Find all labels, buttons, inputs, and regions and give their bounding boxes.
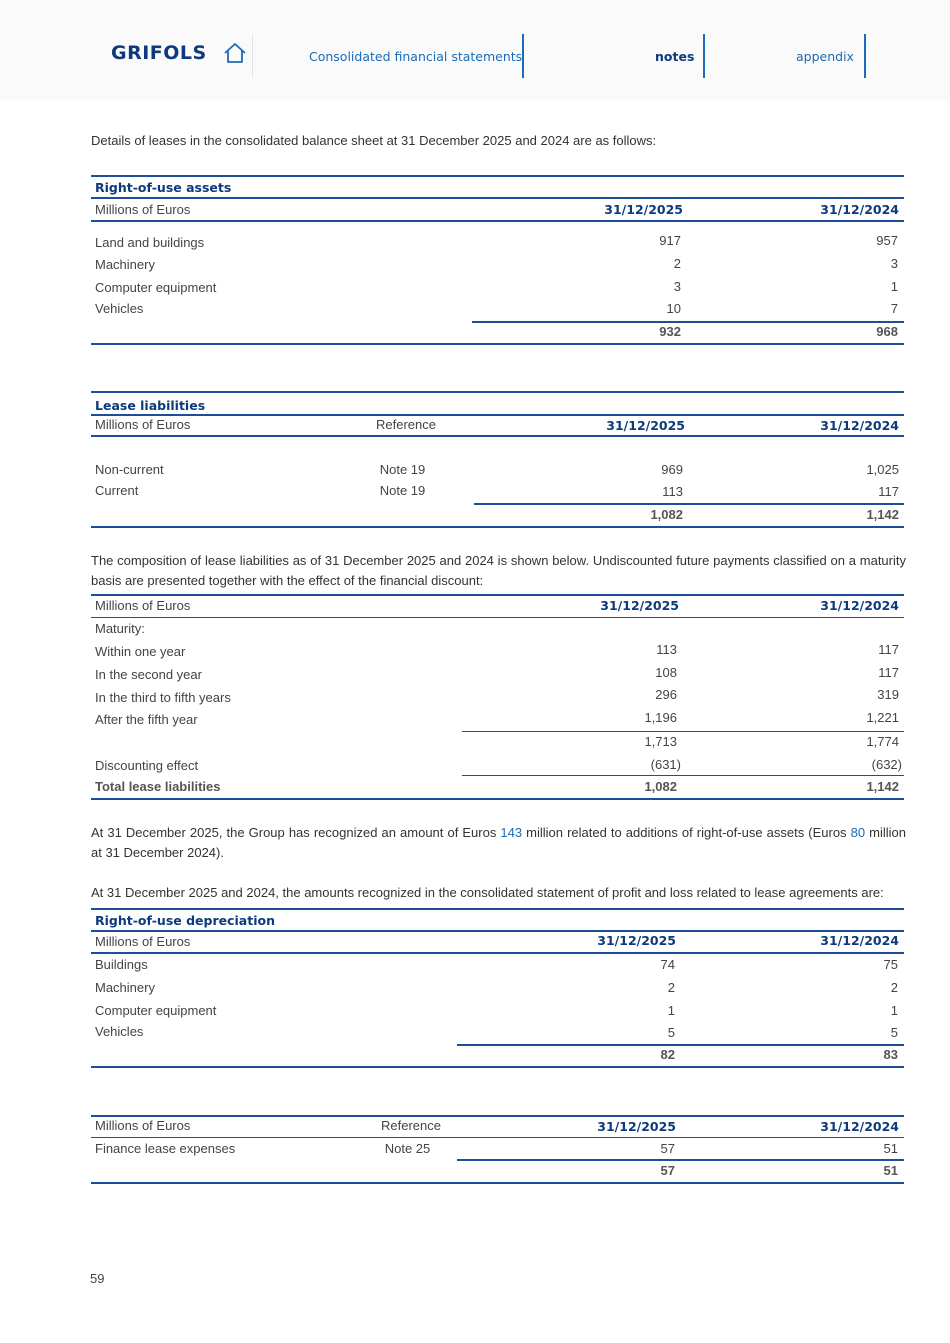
table-rule xyxy=(91,343,904,345)
value-2024: 5 xyxy=(890,1025,898,1040)
nav-divider xyxy=(252,34,253,78)
row-label: Computer equipment xyxy=(95,280,217,295)
column-header-2025: 31/12/2025 xyxy=(597,933,676,948)
additions-text-part: At 31 December 2025, the Group has recognized an amount of Euros xyxy=(91,825,501,840)
row-label: In the second year xyxy=(95,667,202,682)
table-rule xyxy=(91,617,904,618)
value-2024: 1,025 xyxy=(866,462,899,477)
row-label: In the third to fifth years xyxy=(95,690,231,705)
discounting-label: Discounting effect xyxy=(95,758,199,773)
value-2025: 969 xyxy=(661,462,683,477)
value-2024: 117 xyxy=(878,665,899,680)
value-2025: 113 xyxy=(662,484,683,499)
value-2025: 2 xyxy=(667,980,675,995)
table-rule xyxy=(91,435,904,437)
value-2025: 3 xyxy=(673,279,681,294)
total-2024: 968 xyxy=(876,324,898,339)
additions-amount-2025: 143 xyxy=(500,825,523,840)
subtotal-2025: 1,713 xyxy=(644,734,677,749)
row-label: Non-current xyxy=(95,462,164,477)
grifols-logo[interactable]: GRIFOLS xyxy=(111,42,207,64)
value-2025: 917 xyxy=(659,233,681,248)
table-rule xyxy=(91,1182,904,1184)
total-2025: 932 xyxy=(659,324,681,339)
column-header-2025: 31/12/2025 xyxy=(600,598,679,613)
nav-divider xyxy=(864,34,866,78)
value-2024: 75 xyxy=(883,957,898,972)
column-header-2024: 31/12/2024 xyxy=(820,202,899,217)
subtotal-rule xyxy=(472,321,904,323)
row-reference: Note 19 xyxy=(379,462,426,477)
total-2025: 82 xyxy=(660,1047,675,1062)
subtotal-rule xyxy=(457,1044,904,1046)
additions-amount-2024: 80 xyxy=(850,825,866,840)
value-2025: 1,196 xyxy=(644,710,677,725)
total-2024: 1,142 xyxy=(866,507,899,522)
intro-text: Details of leases in the consolidated balance sheet at 31 December 2025 and 2024 are as follows: xyxy=(91,133,657,148)
discount-2024: (632) xyxy=(871,757,902,772)
value-2024: 1,221 xyxy=(866,710,899,725)
home-icon[interactable] xyxy=(222,41,248,65)
row-label: Computer equipment xyxy=(95,1003,217,1018)
value-2024: 117 xyxy=(878,642,899,657)
table-rule xyxy=(91,197,904,199)
table-title: Lease liabilities xyxy=(95,398,206,413)
value-2025: 74 xyxy=(660,957,675,972)
column-header-2024: 31/12/2024 xyxy=(820,1119,899,1134)
total-2025: 1,082 xyxy=(650,507,683,522)
table-rule xyxy=(91,952,904,954)
additions-text-part: million related to additions of right-of-use assets (Euros xyxy=(522,825,851,840)
unit-header: Millions of Euros xyxy=(95,202,191,217)
value-2024: 1 xyxy=(890,279,898,294)
column-header-2024: 31/12/2024 xyxy=(820,598,899,613)
value-2025: 10 xyxy=(666,301,681,316)
row-label: After the fifth year xyxy=(95,712,198,727)
column-header-2025: 31/12/2025 xyxy=(597,1119,676,1134)
table-rule xyxy=(91,414,904,416)
row-label: Vehicles xyxy=(95,301,144,316)
table-title: Right-of-use depreciation xyxy=(95,913,275,928)
page-header xyxy=(0,0,950,100)
nav-notes[interactable]: notes xyxy=(655,49,695,64)
table-rule xyxy=(91,908,904,910)
value-2024: 2 xyxy=(890,980,898,995)
value-2025: 113 xyxy=(656,642,677,657)
unit-header: Millions of Euros xyxy=(95,1118,191,1133)
table-rule xyxy=(91,526,904,528)
table-rule xyxy=(91,1137,904,1138)
value-2024: 51 xyxy=(883,1141,898,1156)
subtotal-2024: 1,774 xyxy=(866,734,899,749)
row-reference: Note 25 xyxy=(384,1141,431,1156)
value-2025: 108 xyxy=(655,665,677,680)
row-label: Machinery xyxy=(95,257,155,272)
table-rule xyxy=(91,930,904,932)
unit-header: Millions of Euros xyxy=(95,417,191,432)
row-label: Within one year xyxy=(95,644,186,659)
table-rule xyxy=(91,391,904,393)
total-label: Total lease liabilities xyxy=(95,779,221,794)
column-header-2024: 31/12/2024 xyxy=(820,933,899,948)
column-header-2025: 31/12/2025 xyxy=(606,418,685,433)
nav-divider xyxy=(522,34,524,78)
total-2024: 51 xyxy=(883,1163,898,1178)
value-2024: 319 xyxy=(877,687,899,702)
table-rule xyxy=(91,594,904,596)
pl-text: At 31 December 2025 and 2024, the amounts recognized in the consolidated statement of profit and loss related to lease agreements are: xyxy=(91,885,884,900)
subtotal-rule xyxy=(462,731,904,732)
maturity-label: Maturity: xyxy=(95,621,145,636)
table-rule xyxy=(91,1066,904,1068)
total-2025: 57 xyxy=(660,1163,675,1178)
nav-consolidated-statements[interactable]: Consolidated financial statements xyxy=(309,49,523,64)
total-2025: 1,082 xyxy=(644,779,677,794)
row-label: Land and buildings xyxy=(95,235,205,250)
row-label: Vehicles xyxy=(95,1024,144,1039)
column-header-2024: 31/12/2024 xyxy=(820,418,899,433)
total-2024: 83 xyxy=(883,1047,898,1062)
table-rule xyxy=(91,1115,904,1117)
row-label: Buildings xyxy=(95,957,148,972)
value-2024: 3 xyxy=(890,256,898,271)
table-rule xyxy=(91,175,904,177)
additions-text xyxy=(91,823,906,863)
value-2025: 5 xyxy=(667,1025,675,1040)
value-2024: 957 xyxy=(876,233,898,248)
row-label: Current xyxy=(95,483,139,498)
row-label: Finance lease expenses xyxy=(95,1141,236,1156)
unit-header: Millions of Euros xyxy=(95,598,191,613)
value-2025: 296 xyxy=(655,687,677,702)
reference-header: Reference xyxy=(376,417,436,432)
page-number: 59 xyxy=(90,1271,105,1286)
additions-text-part: million at 31 December 2024). xyxy=(91,825,906,860)
value-2025: 2 xyxy=(673,256,681,271)
row-label: Machinery xyxy=(95,980,155,995)
table-rule xyxy=(91,798,904,800)
reference-header: Reference xyxy=(381,1118,441,1133)
unit-header: Millions of Euros xyxy=(95,934,191,949)
subtotal-rule xyxy=(462,775,904,776)
table-title: Right-of-use assets xyxy=(95,180,232,195)
value-2025: 1 xyxy=(667,1003,675,1018)
nav-divider xyxy=(703,34,705,78)
row-reference: Note 19 xyxy=(379,483,426,498)
value-2024: 117 xyxy=(878,484,899,499)
discount-2025: (631) xyxy=(650,757,681,772)
subtotal-rule xyxy=(457,1159,904,1161)
composition-text: The composition of lease liabilities as of 31 December 2025 and 2024 is shown below. Undiscounted future payments classified on a maturity basis are presented together with the effect of the financial discount: xyxy=(91,553,906,588)
value-2024: 7 xyxy=(890,301,898,316)
value-2024: 1 xyxy=(890,1003,898,1018)
total-2024: 1,142 xyxy=(866,779,899,794)
column-header-2025: 31/12/2025 xyxy=(604,202,683,217)
nav-appendix[interactable]: appendix xyxy=(796,49,854,64)
value-2025: 57 xyxy=(660,1141,675,1156)
table-rule xyxy=(91,220,904,222)
subtotal-rule xyxy=(474,503,904,505)
